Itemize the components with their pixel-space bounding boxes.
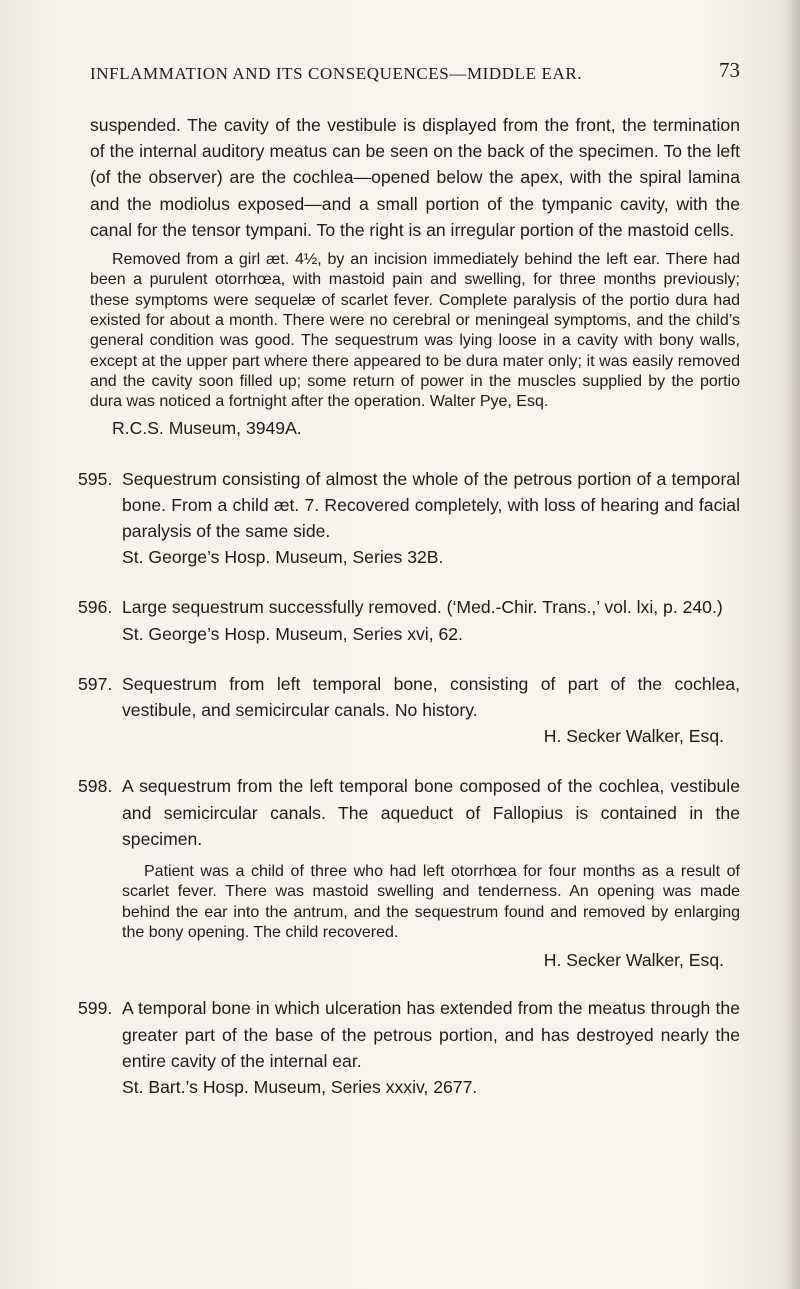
catalogue-entry-595 (78, 466, 740, 571)
museum-reference: St. Bart.’s Hosp. Museum, Series xxxiv, 2677. (122, 1077, 478, 1098)
page-number: 73 (719, 58, 740, 82)
entry-description: A temporal bone in which ulceration has extended from the meatus through the greater part of the base of the petrous portion, and has destroyed nearly the entire cavity of the internal ear. (122, 998, 740, 1071)
catalogue-entry-596 (78, 594, 740, 646)
catalogue-entry-598 (78, 773, 740, 973)
case-note: Patient was a child of three who had left otorrhœa for four months as a result of scarlet fever. There was mastoid swelling and tenderness. An opening was made behind the ear into the antrum, and the sequestrum found and removed by enlarging the bony opening. The child recovered. (122, 863, 740, 941)
entry-number: 599. (78, 998, 113, 1019)
intro-paragraph: suspended. The cavity of the vestibule is displayed from the front, the termination of the internal auditory meatus can be seen on the back of the specimen. To the left (of the observer) are the cochlea—opened below the apex, with the spiral lamina and the modiolus exposed—and a small portion of the tympanic cavity, with the canal for the tensor tympani. To the right is an irregular portion of the mastoid cells. (90, 115, 740, 240)
entry-description: Sequestrum from left temporal bone, consisting of part of the cochlea, vestibule, and semicircular canals. No history. (122, 673, 740, 721)
entry-number: 598. (78, 776, 113, 797)
author-credit: H. Secker Walker, Esq. (543, 950, 724, 971)
museum-reference: St. George’s Hosp. Museum, Series 32B. (122, 547, 444, 568)
entry-number: 596. (78, 597, 113, 618)
museum-reference: St. George’s Hosp. Museum, Series xvi, 62. (122, 623, 463, 644)
entry-number: 597. (78, 673, 113, 694)
author-credit: H. Secker Walker, Esq. (543, 726, 724, 747)
entry-description: A sequestrum from the left temporal bone composed of the cochlea, vestibule and semicircular canals. The aqueduct of Fallopius is contained in the specimen. (122, 776, 740, 849)
case-note: Removed from a girl æt. 4½, by an incision immediately behind the left ear. There had been a purulent otorrhœa, with mastoid pain and swelling, for three months previously; these symptoms were sequelæ of scarlet fever. Complete paralysis of the portio dura had existed for about a month. There were no cerebral or meningeal symptoms, and the child’s general condition was good. The sequestrum was lying loose in a cavity with bony walls, except at the upper part where there appeared to be dura mater only; it was easily removed and the cavity soon filled up; some return of power in the muscles supplied by the portio dura was noticed a fortnight after the operation. Walter Pye, Esq. (90, 251, 740, 411)
catalogue-entry-599 (78, 995, 740, 1100)
entry-description: Large sequestrum successfully removed. (‘Med.-Chir. Trans.,’ vol. lxi, p. 240.) (122, 597, 723, 618)
page-edge-shadow (786, 0, 800, 1289)
museum-reference: R.C.S. Museum, 3949A. (112, 418, 302, 439)
page-body (78, 112, 740, 1100)
entry-description: Sequestrum consisting of almost the whole of the petrous portion of a temporal bone. From a child æt. 7. Recovered completely, with loss of hearing and facial paralysis of the same side. (122, 468, 740, 541)
running-head: INFLAMMATION AND ITS CONSEQUENCES—MIDDLE EAR. (90, 64, 583, 83)
catalogue-entry-597 (78, 671, 740, 750)
page-header (90, 58, 740, 92)
entry-number: 595. (78, 468, 113, 489)
